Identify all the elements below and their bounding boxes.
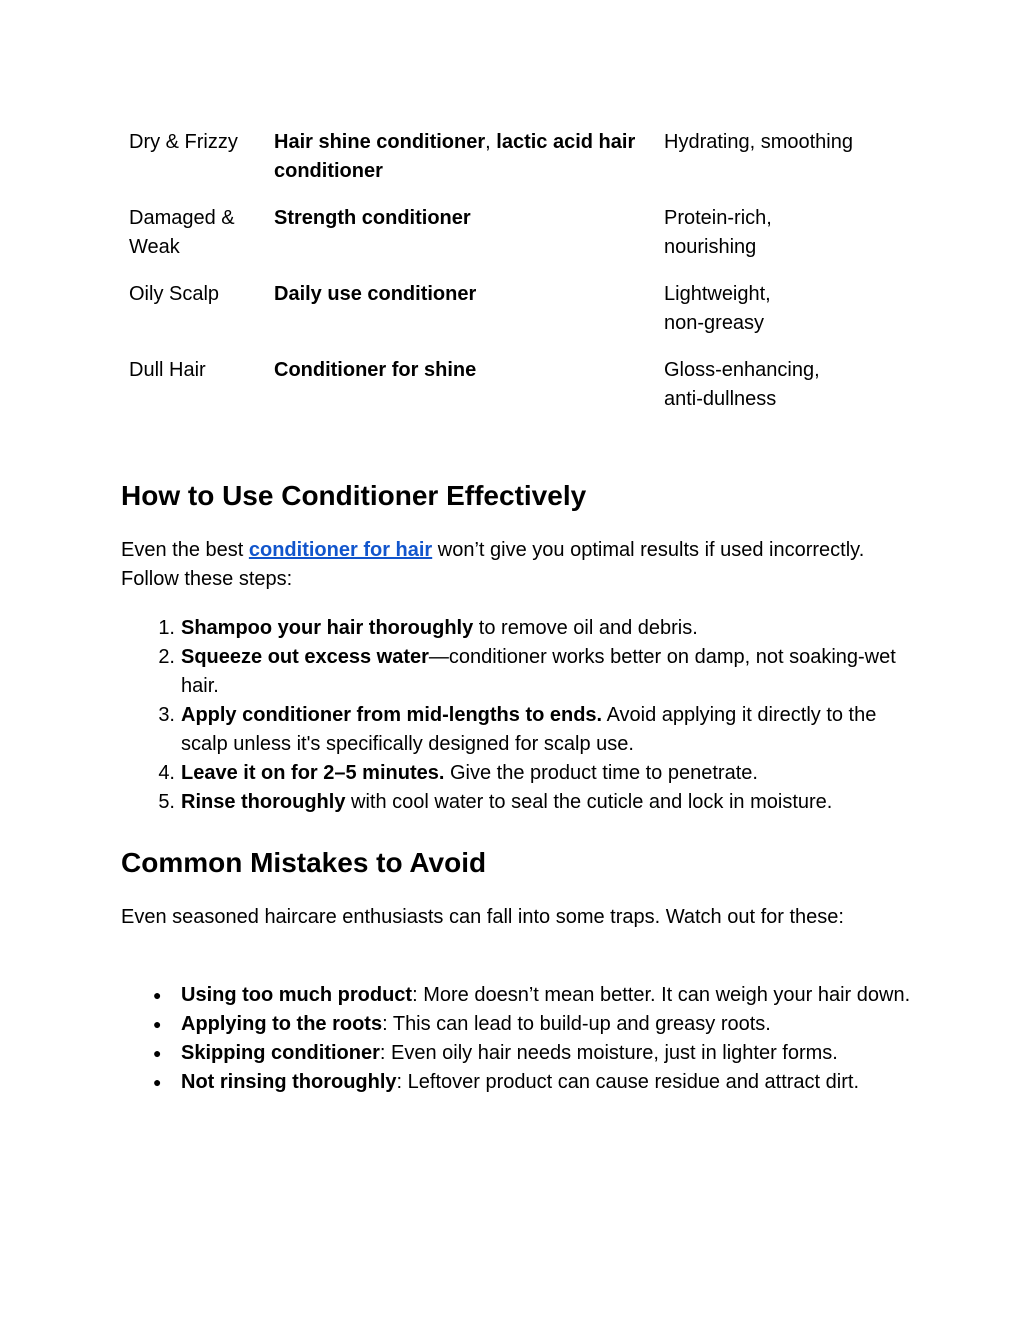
hair-type-table bbox=[121, 128, 921, 414]
benefit-cell: Hydrating, smoothing bbox=[664, 131, 853, 153]
how-to-use-intro: Even the best conditioner for hair won’t give you optimal results if used incorrectly. Follow these steps: bbox=[121, 539, 865, 590]
product-cell: Strength conditioner bbox=[274, 207, 471, 229]
list-item: 2. Squeeze out excess water—conditioner works better on damp, not soaking-wet hair. bbox=[158, 646, 896, 697]
benefit-cell: Gloss-enhancing, anti-dullness bbox=[664, 359, 820, 410]
common-mistakes-intro: Even seasoned haircare enthusiasts can fall into some traps. Watch out for these: bbox=[121, 906, 844, 928]
benefit-cell: Lightweight, non-greasy bbox=[664, 283, 771, 334]
list-item: ● Using too much product: More doesn’t mean better. It can weigh your hair down. bbox=[121, 981, 911, 1010]
hair-type-cell: Damaged & Weak bbox=[129, 207, 235, 258]
bullet-icon: ● bbox=[153, 1074, 162, 1090]
bullet-icon: ● bbox=[153, 987, 162, 1003]
benefit-cell: Protein-rich, nourishing bbox=[664, 207, 772, 258]
list-item: ● Not rinsing thoroughly: Leftover product can cause residue and attract dirt. bbox=[121, 1068, 911, 1097]
table-row bbox=[121, 280, 921, 338]
list-item: 4. Leave it on for 2–5 minutes. Give the product time to penetrate. bbox=[158, 762, 758, 784]
list-item: 1. Shampoo your hair thoroughly to remove oil and debris. bbox=[158, 617, 698, 639]
table-row bbox=[121, 356, 921, 414]
product-cell: Conditioner for shine bbox=[274, 359, 477, 381]
product-cell: Hair shine conditioner, lactic acid hair conditioner bbox=[274, 131, 636, 182]
steps-list bbox=[121, 614, 911, 817]
list-item: ● Applying to the roots: This can lead to build-up and greasy roots. bbox=[121, 1010, 911, 1039]
bullet-icon: ● bbox=[153, 1045, 162, 1061]
mistakes-list bbox=[121, 981, 911, 1097]
conditioner-for-hair-link[interactable]: conditioner for hair bbox=[248, 539, 433, 561]
table-row bbox=[121, 204, 921, 262]
hair-type-cell: Dull Hair bbox=[129, 359, 206, 381]
section-heading-how-to-use: How to Use Conditioner Effectively bbox=[121, 480, 587, 511]
list-item: 3. Apply conditioner from mid-lengths to ends. Avoid applying it directly to the scalp unless it's specifically designed for scalp use. bbox=[158, 704, 877, 755]
bullet-icon: ● bbox=[153, 1016, 162, 1032]
list-item: ● Skipping conditioner: Even oily hair needs moisture, just in lighter forms. bbox=[121, 1039, 911, 1068]
product-cell: Daily use conditioner bbox=[274, 283, 477, 305]
table-row bbox=[121, 128, 921, 186]
hair-type-cell: Oily Scalp bbox=[129, 283, 220, 305]
list-item: 5. Rinse thoroughly with cool water to seal the cuticle and lock in moisture. bbox=[158, 791, 833, 813]
section-heading-common-mistakes: Common Mistakes to Avoid bbox=[121, 847, 487, 878]
hair-type-cell: Dry & Frizzy bbox=[129, 131, 238, 153]
